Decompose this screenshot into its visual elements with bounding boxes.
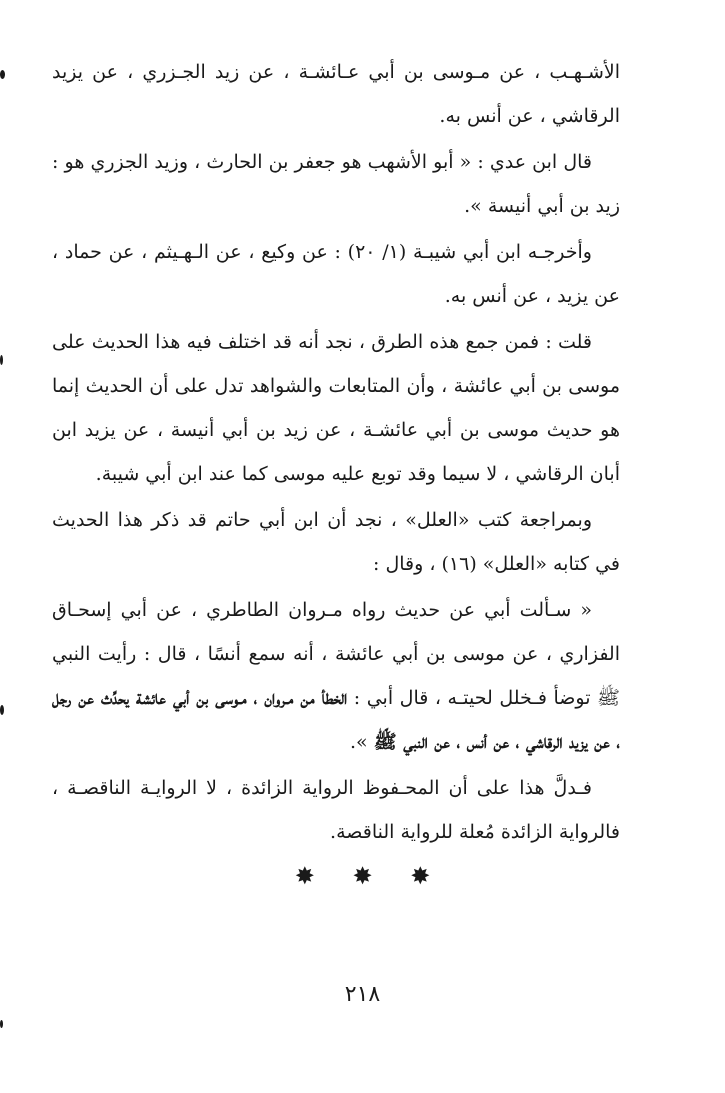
section-divider-ornaments	[0, 862, 725, 890]
quote-bold-text: الخطأ من مـروان ، مـوسى بن أبي عائشة يحدِّث عن رجل ، عن يزيد الرقاشي ، عن أنس ، عن النبي ﷺ	[52, 687, 620, 753]
paragraph-4-text: قلت : فمن جمع هذه الطرق ، نجد أنه قد اختلف فيه هذا الحديث على موسى بن أبي عائشة ، وأن المتابعات والشواهد تدل على أن الحديث إنما هو حديث موسى بن أبي عائشـة ، عن زيد بن أبي أنيسة ، عن يزيد ابن أبان الرقاشي ، لا سيما وقد توبع عليه موسى كما عند ابن أبي شيبة.	[52, 331, 620, 485]
body-text	[52, 50, 620, 856]
star-ornament-icon: ✸	[410, 862, 431, 890]
scan-edge-mark	[0, 355, 3, 365]
page-number: ٢١٨	[344, 982, 381, 1007]
paragraph-5-text: وبمراجعة كتب «العلل» ، نجد أن ابن أبي حاتم قد ذكر هذا الحديث في كتابه «العلل» (١٦) ، وقال :	[52, 509, 620, 575]
paragraph-1-text: الأشـهـب ، عن مـوسى بن أبي عـائشـة ، عن زيد الجـزري ، عن يزيد الرقاشي ، عن أنس به.	[52, 61, 620, 127]
paragraph-1	[52, 50, 620, 138]
paragraph-3	[52, 230, 620, 318]
paragraph-5	[52, 498, 620, 586]
paragraph-4	[52, 320, 620, 496]
quote-closing-text: ».	[350, 731, 374, 753]
scan-edge-mark	[0, 705, 4, 715]
quote-text: « سـألت أبي عن حديث رواه مـروان الطاطري ، عن أبي إسحـاق الفزاري ، عن موسى بن أبي عائشة ، أنه سمع أنسًا ، قال : رأيت النبي ﷺ توضأ فـخلل لحيتـه ، قال أبي :	[52, 599, 620, 709]
scan-edge-mark	[0, 1020, 3, 1028]
scan-edge-mark	[0, 70, 5, 79]
paragraph-2	[52, 140, 620, 228]
paragraph-6-quote	[52, 588, 620, 764]
paragraph-2-text: قال ابن عدي : « أبو الأشهب هو جعفر بن الحارث ، وزيد الجزري هو : زيد بن أبي أنيسة ».	[52, 151, 620, 217]
star-ornament-icon: ✸	[294, 862, 315, 890]
paragraph-7	[52, 766, 620, 854]
paragraph-7-text: فـدلَّ هذا على أن المحـفوظ الرواية الزائدة ، لا الروايـة الناقصـة ، فالرواية الزائدة مُعلة للرواية الناقصة.	[52, 777, 620, 843]
star-ornament-icon: ✸	[352, 862, 373, 890]
paragraph-3-text: وأخرجـه ابن أبي شيبـة (١/ ٢٠) : عن وكيع ، عن الـهـيثم ، عن حماد ، عن يزيد ، عن أنس به.	[52, 241, 620, 307]
